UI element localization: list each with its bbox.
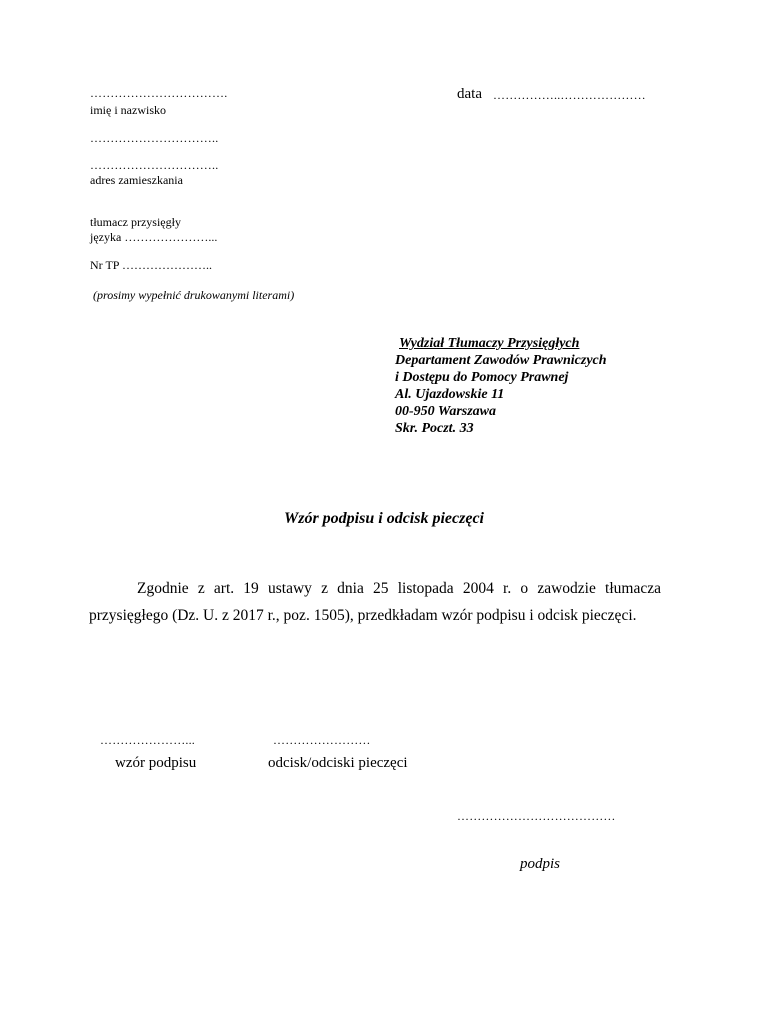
recipient-line-4: Al. Ujazdowskie 11 — [395, 387, 505, 402]
fill-instruction-note: (prosimy wypełnić drukowanymi literami) — [93, 288, 295, 302]
signature-label: podpis — [520, 856, 561, 872]
signature-sample-line: …………………... — [100, 733, 195, 747]
translator-label: tłumacz przysięgły — [90, 215, 181, 229]
signature-line: ………………………………… — [457, 809, 616, 823]
address-line-1: ………………………….. — [90, 131, 219, 145]
tp-number-label: Nr TP ………………….. — [90, 258, 213, 272]
stamp-line: …………………… — [273, 733, 371, 747]
address-label: adres zamieszkania — [90, 173, 183, 187]
stamp-label: odcisk/odciski pieczęci — [268, 755, 408, 771]
declaration-text: Zgodnie z art. 19 ustawy z dnia 25 listopada 2004 r. o zawodzie tłumacza przysięgłego (Dz. U. z 2017 r., poz. 1505), przedkładam wzór podpisu i odcisk pieczęci. — [89, 580, 661, 624]
name-line: ……………………………. — [90, 86, 228, 100]
recipient-line-1: Wydział Tłumaczy Przysięgłych — [399, 336, 580, 351]
recipient-line-2: Departament Zawodów Prawniczych — [395, 353, 607, 368]
recipient-line-6: Skr. Poczt. 33 — [395, 421, 474, 436]
document-title: Wzór podpisu i odcisk pieczęci — [284, 510, 484, 527]
date-label: data — [457, 86, 482, 102]
date-line: ……………..………………… — [493, 88, 646, 102]
recipient-address — [395, 335, 607, 437]
signature-sample-label: wzór podpisu — [115, 755, 197, 771]
name-label: imię i nazwisko — [90, 103, 166, 117]
address-line-2: ………………………….. — [90, 158, 219, 172]
recipient-line-5: 00-950 Warszawa — [395, 404, 497, 419]
declaration-paragraph — [89, 575, 661, 629]
language-label: języka …………………... — [90, 230, 218, 244]
recipient-line-3: i Dostępu do Pomocy Prawnej — [395, 370, 569, 385]
